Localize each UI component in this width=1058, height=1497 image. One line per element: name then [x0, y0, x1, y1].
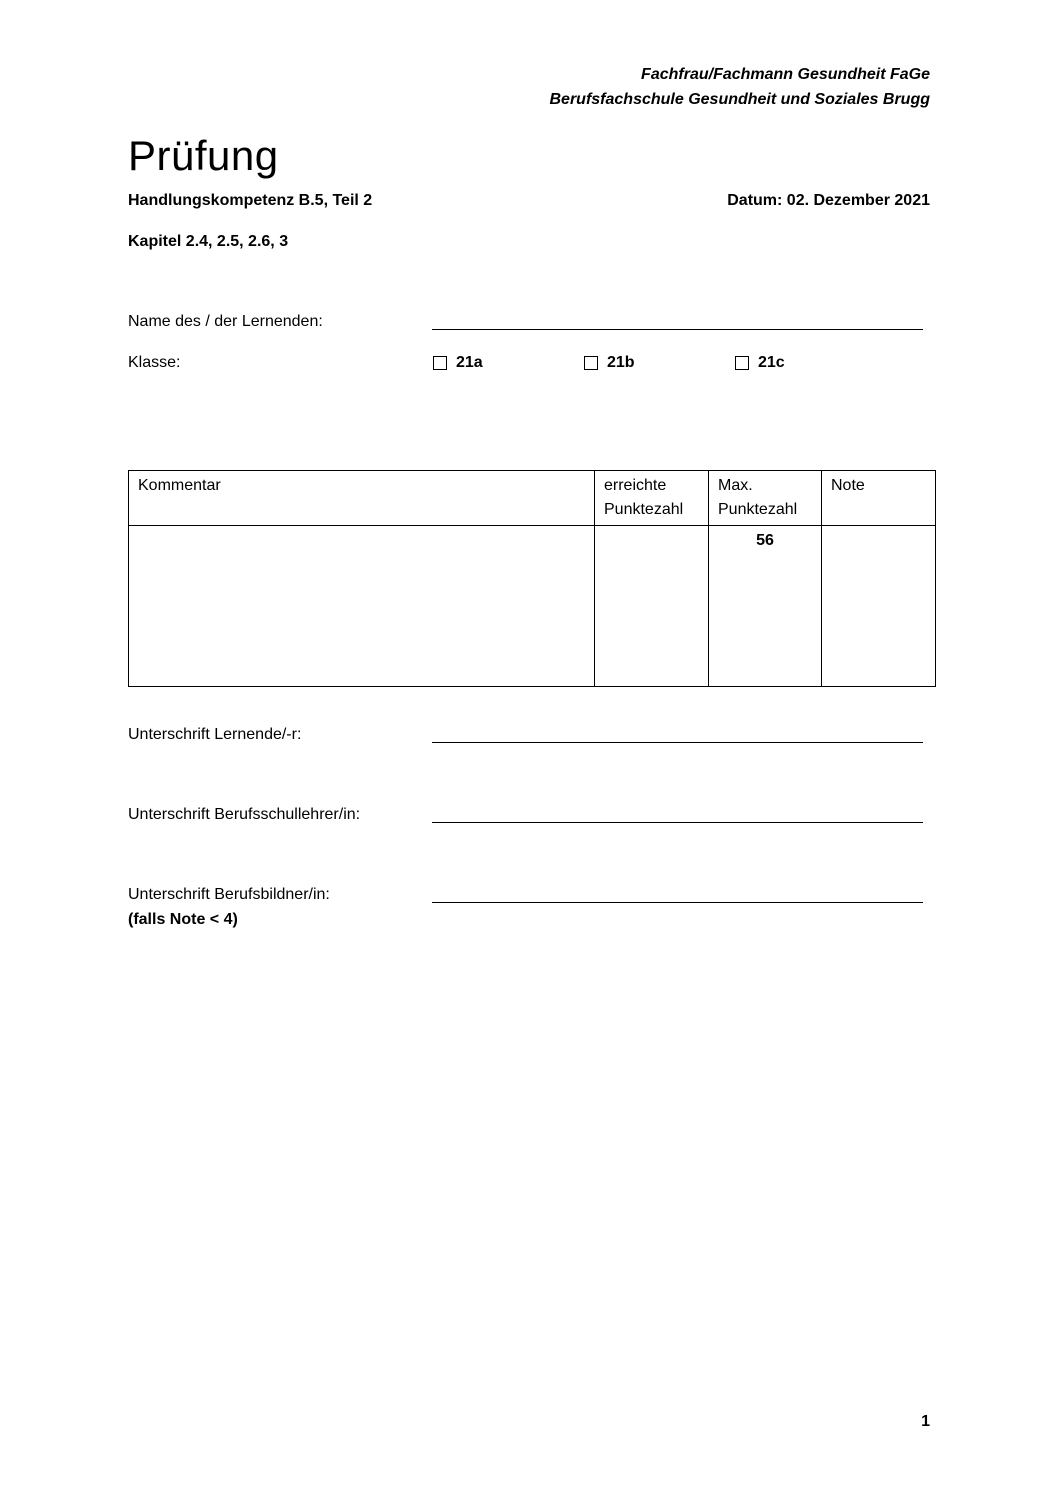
klasse-label: Klasse:	[128, 354, 181, 371]
checkbox-box[interactable]	[584, 356, 598, 370]
checkbox-21c[interactable]	[735, 354, 785, 372]
checkbox-21b[interactable]	[584, 354, 635, 372]
signature-lehrer-label: Unterschrift Berufsschullehrer/in:	[128, 806, 361, 823]
max-punktezahl-cell	[709, 526, 822, 687]
header-kommentar: Kommentar	[129, 471, 595, 526]
chapters: Kapitel 2.4, 2.5, 2.6, 3	[128, 233, 289, 250]
grade-table	[128, 470, 936, 687]
max-punktezahl-value: 56	[756, 532, 774, 549]
kommentar-cell[interactable]	[129, 526, 595, 687]
signature-lernende-field[interactable]	[432, 742, 923, 743]
checkbox-label: 21c	[758, 354, 785, 371]
table-header-row	[129, 471, 936, 526]
header-erreichte-punktezahl: erreichte Punktezahl	[595, 471, 709, 526]
header-note: Note	[822, 471, 936, 526]
checkbox-box[interactable]	[433, 356, 447, 370]
signature-lernende-label: Unterschrift Lernende/-r:	[128, 726, 302, 743]
name-label: Name des / der Lernenden:	[128, 313, 323, 330]
erreichte-punktezahl-cell[interactable]	[595, 526, 709, 687]
signature-lehrer-field[interactable]	[432, 822, 923, 823]
page-title: Prüfung	[128, 132, 279, 179]
checkbox-21a[interactable]	[433, 354, 483, 372]
checkbox-box[interactable]	[735, 356, 749, 370]
header-program: Fachfrau/Fachmann Gesundheit FaGe	[641, 66, 930, 83]
header-school: Berufsfachschule Gesundheit und Soziales Brugg	[549, 91, 930, 108]
page-number: 1	[921, 1413, 930, 1430]
exam-date: Datum: 02. Dezember 2021	[727, 192, 930, 209]
name-field[interactable]	[432, 329, 923, 330]
subtitle: Handlungskompetenz B.5, Teil 2	[128, 192, 373, 209]
signature-bildner-note: (falls Note < 4)	[128, 911, 238, 928]
checkbox-label: 21b	[607, 354, 635, 371]
table-row	[129, 526, 936, 687]
header-max-punktezahl: Max. Punktezahl	[709, 471, 822, 526]
signature-bildner-label: Unterschrift Berufsbildner/in:	[128, 886, 330, 903]
note-cell[interactable]	[822, 526, 936, 687]
signature-bildner-field[interactable]	[432, 902, 923, 903]
checkbox-label: 21a	[456, 354, 483, 371]
